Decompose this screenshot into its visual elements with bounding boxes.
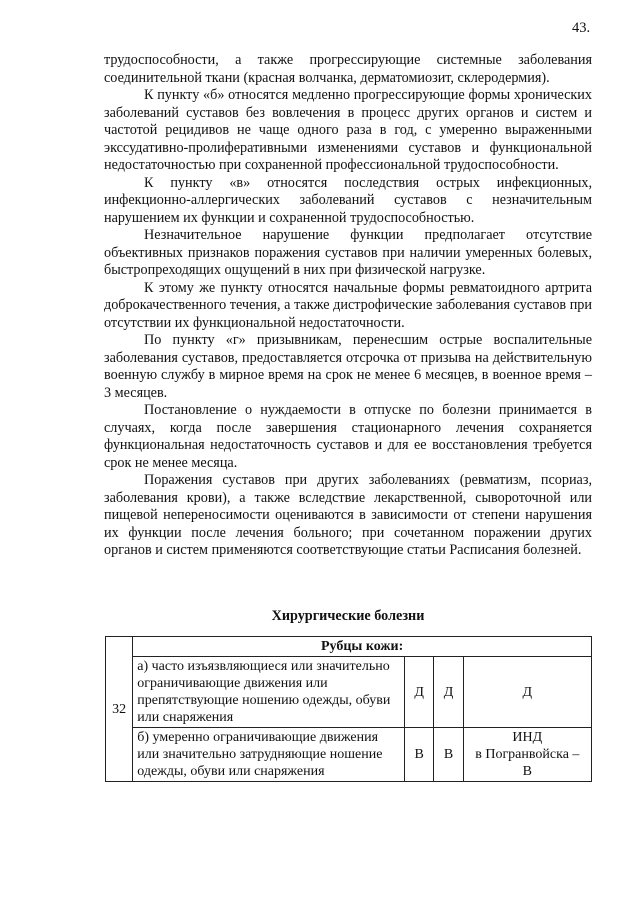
section-title: Хирургические болезни: [271, 608, 425, 624]
disease-schedule-table: [105, 636, 592, 782]
table-heading: Рубцы кожи:: [133, 637, 592, 657]
paragraph: Незначительное нарушение функции предполагает отсутствие объективных признаков поражения суставов при наличии умеренных болевых, быстропреходящих ощущений в них при физической нагрузке.: [104, 227, 592, 278]
category-line: В: [522, 764, 532, 779]
paragraph: К пункту «в» относятся последствия острых инфекционных, инфекционно-аллергических заболеваний суставов с незначительным нарушением их функции и сохраненной трудоспособностью.: [104, 174, 592, 226]
row-description: а) часто изъязвляющиеся или значительно ограничивающие движения или препятствующие ношению одежды, обуви или снаряжения: [133, 657, 405, 728]
body-text: [104, 52, 592, 560]
paragraph: К этому же пункту относятся начальные формы ревматоидного артрита доброкачественного течения, а также дистрофические заболевания суставов при отсутствии их функциональной недостаточности.: [104, 279, 592, 331]
paragraph: По пункту «г» призывникам, перенесшим острые воспалительные заболевания суставов, предоставляется отсрочка от призыва на действительную военную службу в мирное время на срок не менее 6 месяцев, в военное время – 3 месяцев.: [104, 332, 592, 401]
table-row: [106, 728, 592, 782]
row-description: б) умеренно ограничивающие движения или значительно затрудняющие ношение одежды, обуви или снаряжения: [133, 728, 405, 782]
category-line: Д: [522, 684, 533, 700]
category-cell: В: [405, 728, 434, 782]
category-line: ИНД: [512, 730, 543, 745]
category-line: в Погранвойска –: [475, 747, 580, 762]
page-number: 43.: [572, 20, 591, 36]
category-cell: Д: [405, 657, 434, 728]
paragraph: трудоспособности, а также прогрессирующие системные заболевания соединительной ткани (красная волчанка, дерматомиозит, склеродермия).: [104, 52, 592, 86]
category-cell: [463, 657, 591, 728]
paragraph: Постановление о нуждаемости в отпуске по болезни принимается в случаях, когда после завершения стационарного лечения сохраняется функциональная недостаточность суставов и для ее восстановления требуется срок не менее месяца.: [104, 402, 592, 471]
paragraph: Поражения суставов при других заболеваниях (ревматизм, псориаз, заболевания крови), а также вследствие лекарственной, сывороточной или пищевой непереносимости оцениваются в зависимости от степени нарушения их функции после лечения больного; при сочетанном поражении других органов и систем применяются соответствующие статьи Расписания болезней.: [104, 472, 592, 558]
article-number: 32: [106, 637, 133, 782]
paragraph: К пункту «б» относятся медленно прогрессирующие формы хронических заболеваний суставов без вовлечения в процесс других органов и систем и частотой рецидивов не чаще одного раза в год, с умеренно выраженными экссудативно-пролиферативными изменениями суставов и функциональной недостаточностью при сохраненной профессиональной трудоспособности.: [104, 87, 592, 173]
category-cell: [463, 728, 591, 782]
category-cell: Д: [434, 657, 463, 728]
table-row: [106, 657, 592, 728]
table-row: [106, 637, 592, 657]
category-cell: В: [434, 728, 463, 782]
